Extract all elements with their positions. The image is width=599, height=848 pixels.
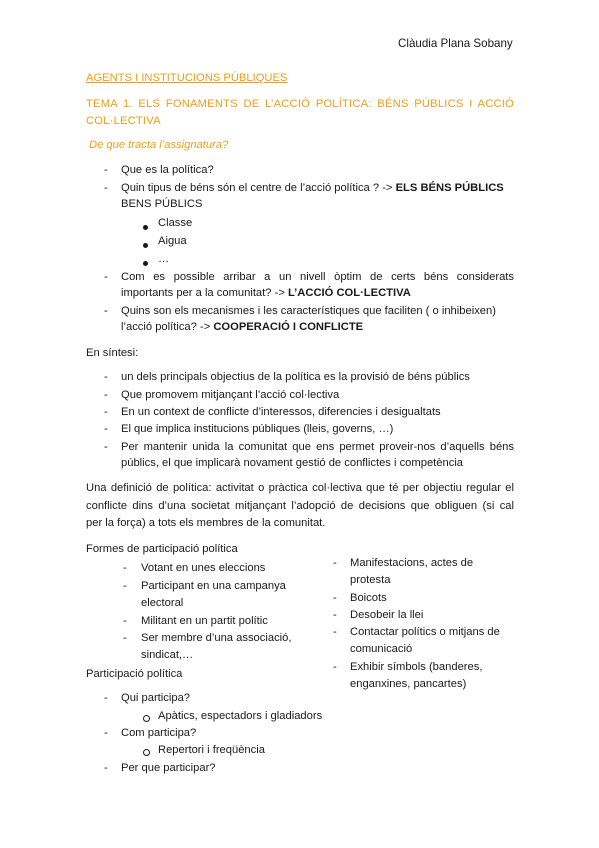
participation-answer: Repertori i freqüència: [158, 744, 265, 756]
form-item: Participant en una campanya: [141, 580, 286, 592]
form-item: Contactar polítics o mitjans de: [350, 626, 500, 638]
dash-marker: -: [104, 692, 108, 704]
author-name: Clàudia Plana Sobany: [398, 37, 513, 50]
dash-marker: -: [104, 182, 108, 194]
sub-item-water: Aigua: [158, 235, 187, 247]
dash-marker: -: [333, 609, 337, 621]
form-item-cont: comunicació: [350, 643, 413, 655]
forms-label: Formes de participació política: [86, 543, 238, 555]
dash-marker: -: [104, 406, 108, 418]
form-item: Votant en unes eleccions: [141, 562, 266, 574]
form-item: Ser membre d’una associació,: [141, 632, 292, 644]
dash-marker: -: [104, 305, 108, 317]
bullet-marker: [143, 256, 148, 271]
definition-line: per la força) a tots els membres de la comunitat.: [86, 517, 326, 529]
dash-marker: -: [104, 164, 108, 176]
summary-item: un dels principals objectius de la política es la provisió de béns públics: [121, 371, 470, 383]
topic-title: TEMA 1. ELS FONAMENTS DE L’ACCIÓ POLÍTICA: BÉNS PÚBLICS I ACCIÓ COL·LECTIVA: [86, 98, 514, 127]
dash-marker: -: [104, 271, 108, 283]
dash-marker: -: [123, 615, 127, 627]
question-mechanisms-answer: COOPERACIÓ I CONFLICTE: [213, 321, 364, 333]
question-goods-text: Quin tipus de béns són el centre de l’acció política ? ->: [121, 182, 396, 194]
section-title: AGENTS I INSTITUCIONS PÚBLIQUES: [86, 72, 288, 84]
dash-marker: -: [104, 423, 108, 435]
bullet-marker: [143, 220, 148, 235]
dash-marker: -: [333, 661, 337, 673]
participation-question: Com participa?: [121, 727, 197, 739]
question-optimal-answer: L’ACCIÓ COL·LECTIVA: [287, 287, 411, 299]
bullet-marker: [143, 238, 148, 253]
question-goods-answer: ELS BÉNS PÚBLICS: [395, 182, 504, 194]
question-mechanisms-text: l’acció política? ->: [121, 321, 214, 333]
sub-item-ellipsis: …: [158, 253, 170, 265]
dash-marker: -: [123, 632, 127, 644]
question-goods: [121, 181, 504, 196]
summary-label: En síntesi:: [86, 347, 139, 359]
participation-answer: Apàtics, espectadors i gladiadors: [158, 710, 323, 722]
dash-marker: -: [333, 592, 337, 604]
definition-line: Una definició de política: activitat o pràctica col·lectiva que té per objectiu regular el: [86, 482, 514, 494]
summary-item: Per mantenir unida la comunitat que ens permet proveir-nos d’aquells béns: [121, 441, 514, 453]
summary-item: El que implica institucions públiques (lleis, governs, …): [121, 423, 394, 435]
subtitle: De que tracta l’assignatura?: [89, 139, 229, 151]
participation-question: Per que participar?: [121, 762, 216, 774]
dash-marker: -: [123, 562, 127, 574]
dash-marker: -: [104, 371, 108, 383]
dash-marker: -: [333, 557, 337, 569]
public-goods-label: BENS PÚBLICS: [121, 198, 203, 210]
summary-item: En un context de conflicte d’interessos, diferencies i desigualtats: [121, 406, 441, 418]
ring-marker: [143, 746, 150, 761]
question-optimal-text: importants per a la comunitat? ->: [121, 287, 288, 299]
form-item-cont: electoral: [141, 597, 184, 609]
summary-item-line2: públics, el que implicarà novament gestió de conflictes i competència: [121, 457, 464, 469]
dash-marker: -: [104, 389, 108, 401]
question-what-is-politics: Que es la política?: [121, 164, 214, 176]
participation-question: Qui participa?: [121, 692, 191, 704]
dash-marker: -: [104, 762, 108, 774]
form-item-cont: enganxines, pancartes): [350, 678, 467, 690]
participation-label: Participació política: [86, 668, 183, 680]
dash-marker: -: [104, 441, 108, 453]
sub-item-class: Classe: [158, 217, 193, 229]
dash-marker: -: [123, 580, 127, 592]
summary-item: Que promovem mitjançant l’acció col·lectiva: [121, 389, 340, 401]
form-item-cont: protesta: [350, 574, 391, 586]
form-item: Desobeir la llei: [350, 609, 424, 621]
question-mechanisms-line2: [121, 320, 363, 335]
form-item: Exhibir símbols (banderes,: [350, 661, 483, 673]
definition-line: conflicte dins d’una societat mitjançant l’adopció de decisions que obliguen (si cal: [86, 500, 514, 512]
ring-marker: [143, 712, 150, 727]
dash-marker: -: [104, 727, 108, 739]
question-optimal: Com es possible arribar a un nivell òptim de certs béns considerats: [121, 271, 514, 283]
question-optimal-line2: [121, 286, 411, 301]
question-mechanisms: Quins son els mecanismes i les característiques que faciliten ( o inhibeixen): [121, 305, 496, 317]
form-item: Manifestacions, actes de: [350, 557, 474, 569]
form-item: Boicots: [350, 592, 387, 604]
form-item-cont: sindicat,…: [141, 649, 194, 661]
dash-marker: -: [333, 626, 337, 638]
form-item: Militant en un partit polític: [141, 615, 268, 627]
